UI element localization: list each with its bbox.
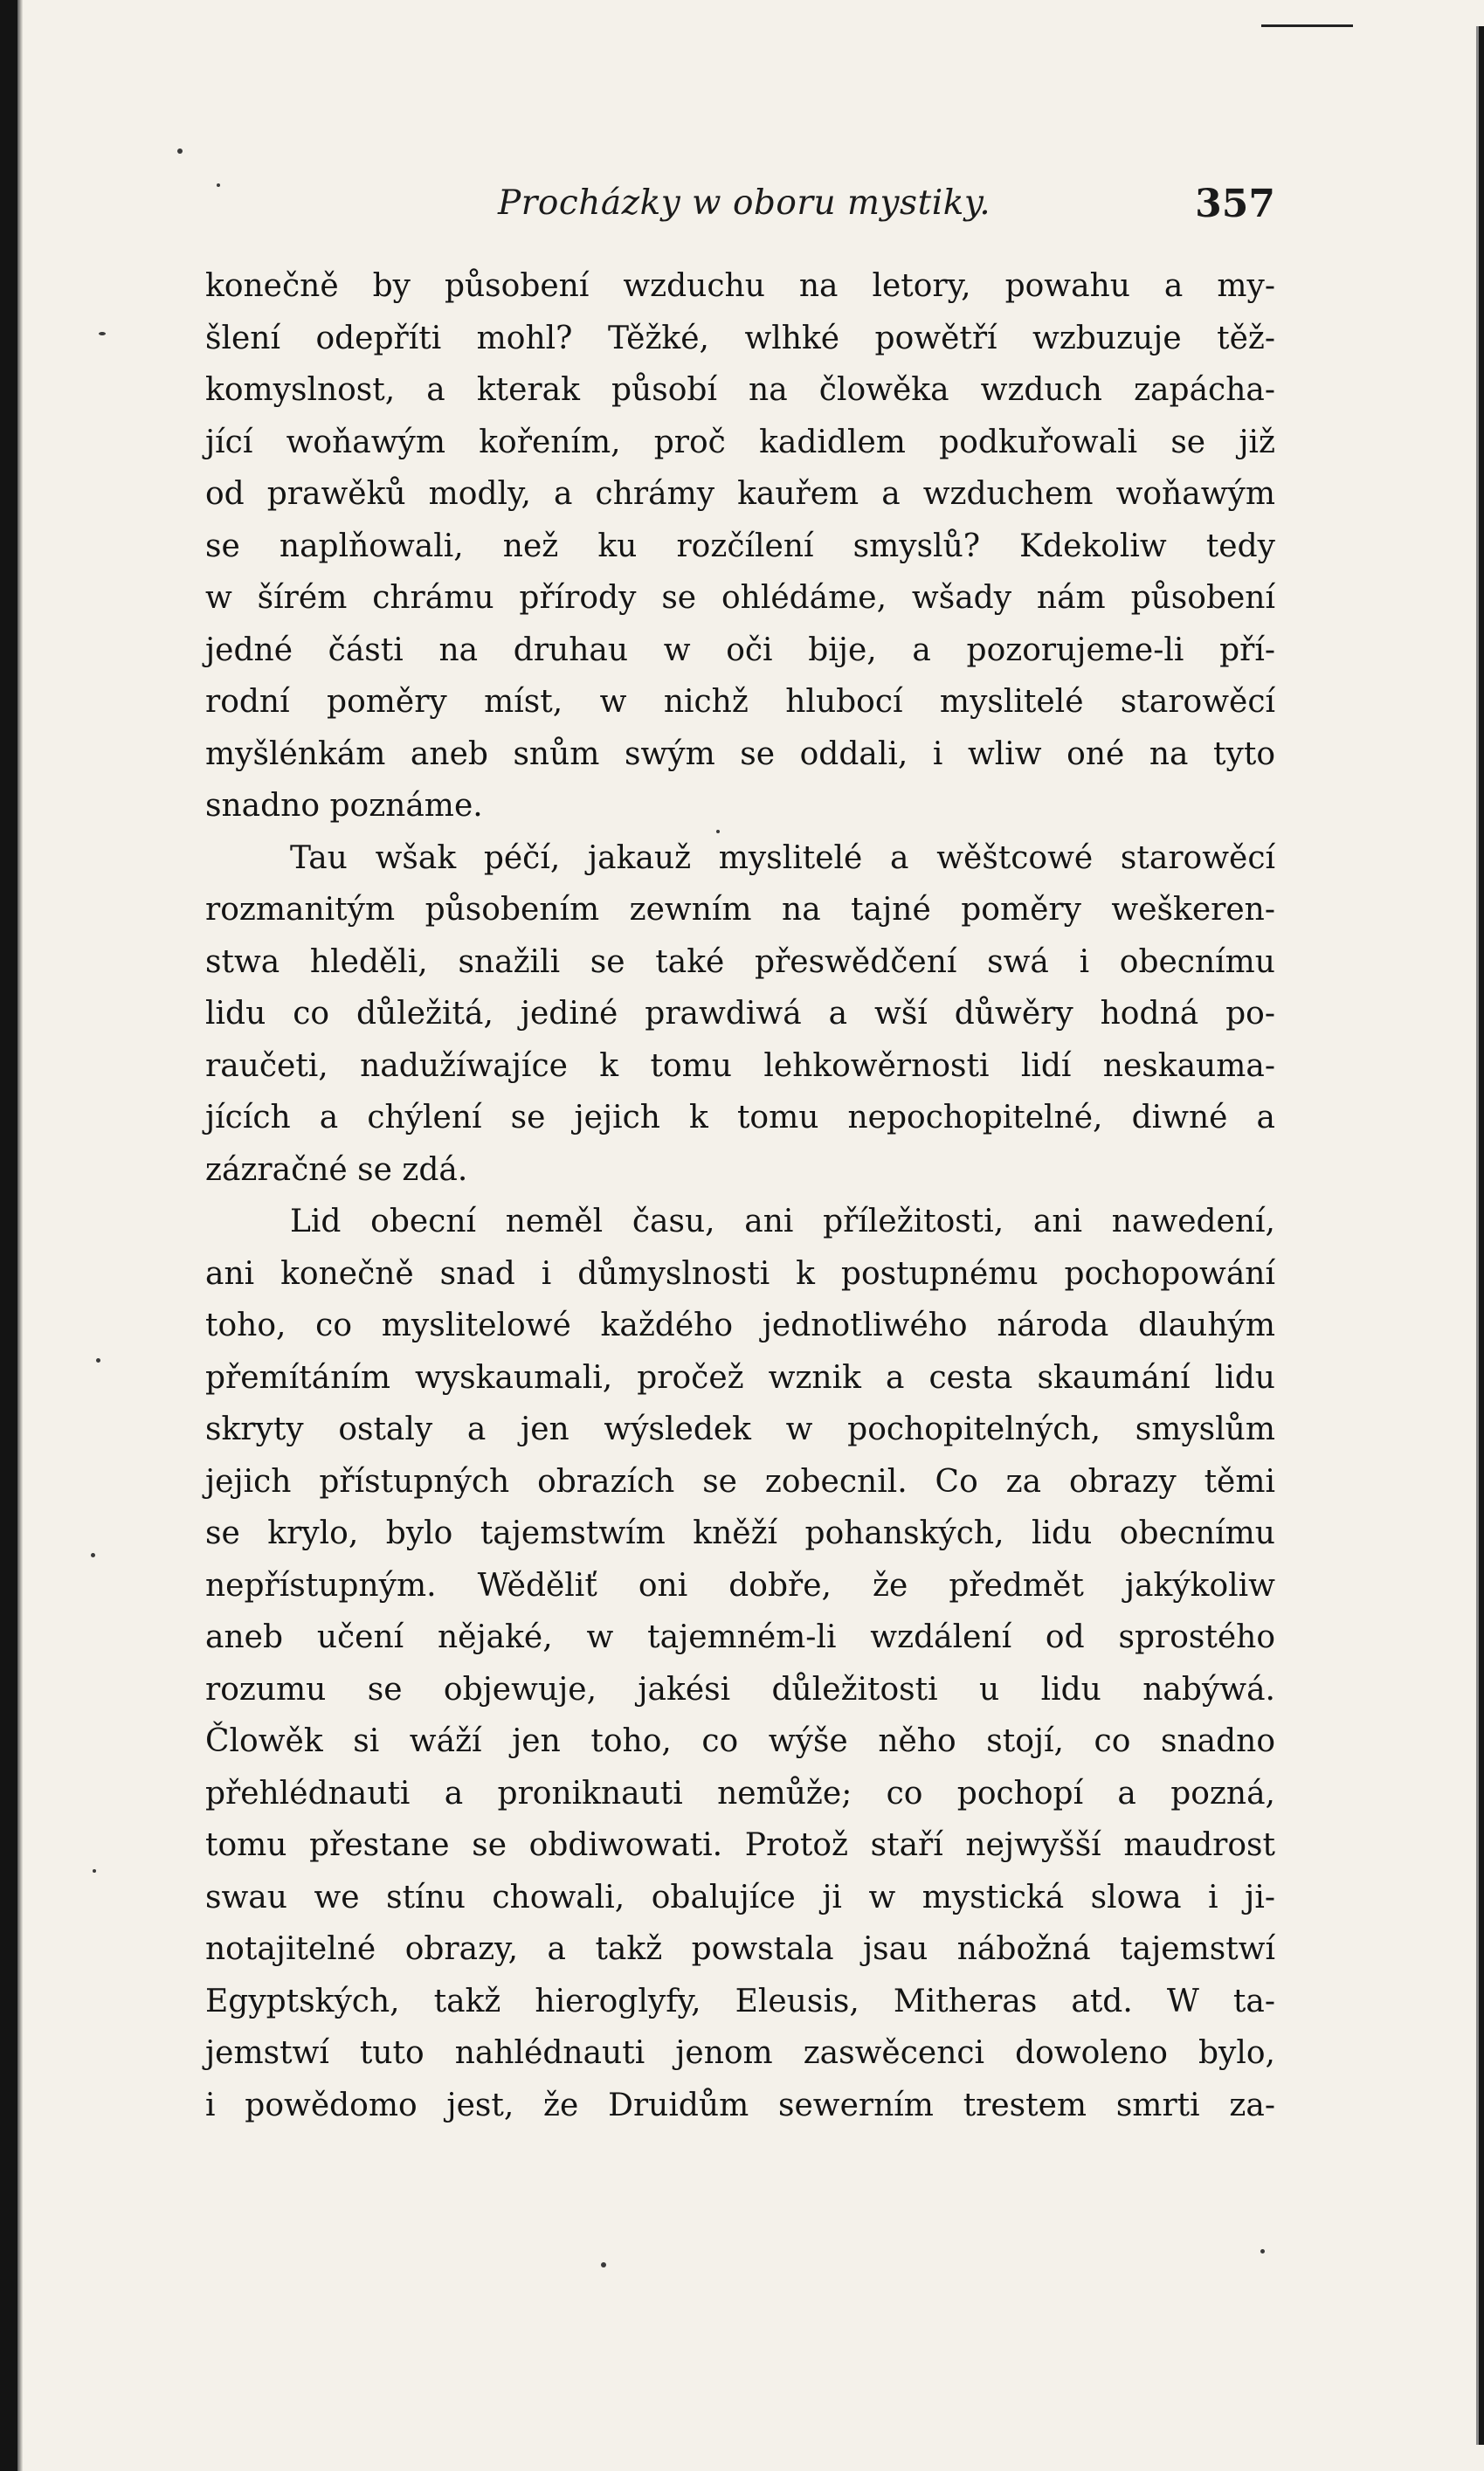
- scan-speck: [601, 2262, 606, 2267]
- page-right-edge-shadow: [1476, 26, 1479, 2445]
- text-line: Člowěk si wáží jen toho, co wýše něho stojí, co snadno: [205, 1723, 1275, 1759]
- text-line-last: zázračné se zdá.: [205, 1151, 468, 1188]
- text-line: toho, co myslitelowé každého jednotliwého národa dlauhým: [205, 1308, 1275, 1343]
- running-title: Procházky w oboru mystiky.: [498, 183, 991, 223]
- scan-speck: [96, 1358, 100, 1363]
- text-line: jící woňawým kořením, proč kadidlem podkuřowali se již: [205, 424, 1275, 460]
- text-line: přemítáním wyskaumali, pročež wznik a cesta skaumání lidu: [205, 1359, 1275, 1396]
- scan-speck: [93, 1869, 96, 1873]
- text-line: jemstwí tuto nahlédnauti jenom zaswěcenci dowoleno bylo,: [205, 2035, 1275, 2071]
- text-line: od prawěků modly, a chrámy kauřem a wzduchem woňawým: [205, 476, 1275, 512]
- page-header: [205, 183, 1275, 236]
- scan-corner-mark: [1261, 24, 1353, 27]
- text-line: w šírém chrámu přírody se ohlédáme, wšady nám působení: [205, 580, 1275, 616]
- paragraph: [205, 1196, 1275, 2131]
- text-line: se naplňowali, než ku rozčílení smyslů? Kdekoliw tedy: [205, 528, 1275, 564]
- text-line: rozmanitým působením zewním na tajné poměry weškeren-: [205, 892, 1275, 928]
- paragraph: [205, 260, 1275, 832]
- scan-speck: [177, 148, 183, 154]
- body-text: [205, 260, 1275, 2131]
- text-line: stwa hleděli, snažili se také přeswědčení swá i obecnímu: [205, 943, 1275, 980]
- text-line: nepřístupným. Wěděliť oni dobře, že předmět jakýkoliw: [205, 1567, 1275, 1604]
- text-line: se krylo, bylo tajemstwím kněží pohanských, lidu obecnímu: [205, 1515, 1275, 1551]
- text-line: komyslnost, a kterak působí na člowěka wzduch zapácha-: [205, 372, 1275, 408]
- text-line: konečně by působení wzduchu na letory, powahu a my-: [205, 268, 1275, 304]
- text-line-last: snadno poznáme.: [205, 788, 483, 824]
- book-spine-shadow: [0, 0, 17, 2471]
- text-line: Egyptských, takž hieroglyfy, Eleusis, Mitheras atd. W ta-: [205, 1983, 1275, 2019]
- text-line: i powědomo jest, že Druidům sewerním trestem smrti za-: [205, 2087, 1275, 2123]
- text-line-indented: Lid obecní neměl času, ani příležitosti, ani nawedení,: [290, 1204, 1275, 1239]
- text-line: jejich přístupných obrazích se zobecnil. Co za obrazy těmi: [205, 1463, 1275, 1500]
- text-line: jících a chýlení se jejich k tomu nepochopitelné, diwné a: [205, 1100, 1275, 1135]
- text-line: myšlénkám aneb snům swým se oddali, i wliw oné na tyto: [205, 735, 1275, 772]
- page-number: 357: [1195, 182, 1275, 226]
- page-right-edge: [1479, 26, 1484, 2445]
- scan-speck: [1260, 2249, 1265, 2254]
- text-line: rozumu se objewuje, jakési důležitosti u lidu nabýwá.: [205, 1671, 1275, 1708]
- text-line: tomu přestane se obdiwowati. Protož staří nejwyšší maudrost: [205, 1827, 1275, 1863]
- paragraph: [205, 832, 1275, 1197]
- scan-speck: [99, 332, 106, 335]
- text-line: raučeti, nadužíwajíce k tomu lehkowěrnosti lidí neskauma-: [205, 1047, 1275, 1084]
- text-line: jedné části na druhau w oči bije, a pozorujeme-li pří-: [205, 632, 1275, 668]
- text-line: přehlédnauti a proniknauti nemůže; co pochopí a pozná,: [205, 1775, 1275, 1812]
- text-line: aneb učení nějaké, w tajemném-li wzdálení od sprostého: [205, 1619, 1275, 1655]
- text-line: swau we stínu chowali, obalujíce ji w mystická slowa i ji-: [205, 1879, 1275, 1915]
- scan-speck: [91, 1553, 95, 1557]
- text-line-indented: Tau wšak péčí, jakauž myslitelé a wěštcowé starowěcí: [290, 839, 1275, 876]
- text-line: ani konečně snad i důmyslnosti k postupnému pochopowání: [205, 1255, 1275, 1292]
- text-line: skryty ostaly a jen wýsledek w pochopitelných, smyslům: [205, 1412, 1275, 1447]
- text-line: notajitelné obrazy, a takž powstala jsau nábožná tajemstwí: [205, 1931, 1275, 1967]
- page-gutter: [17, 0, 23, 2471]
- text-line: šlení odepříti mohl? Těžké, wlhké powětří wzbuzuje těž-: [205, 320, 1275, 356]
- text-line: rodní poměry míst, w nichž hlubocí myslitelé starowěcí: [205, 684, 1275, 720]
- text-line: lidu co důležitá, jediné prawdiwá a wší důwěry hodná po-: [205, 996, 1275, 1032]
